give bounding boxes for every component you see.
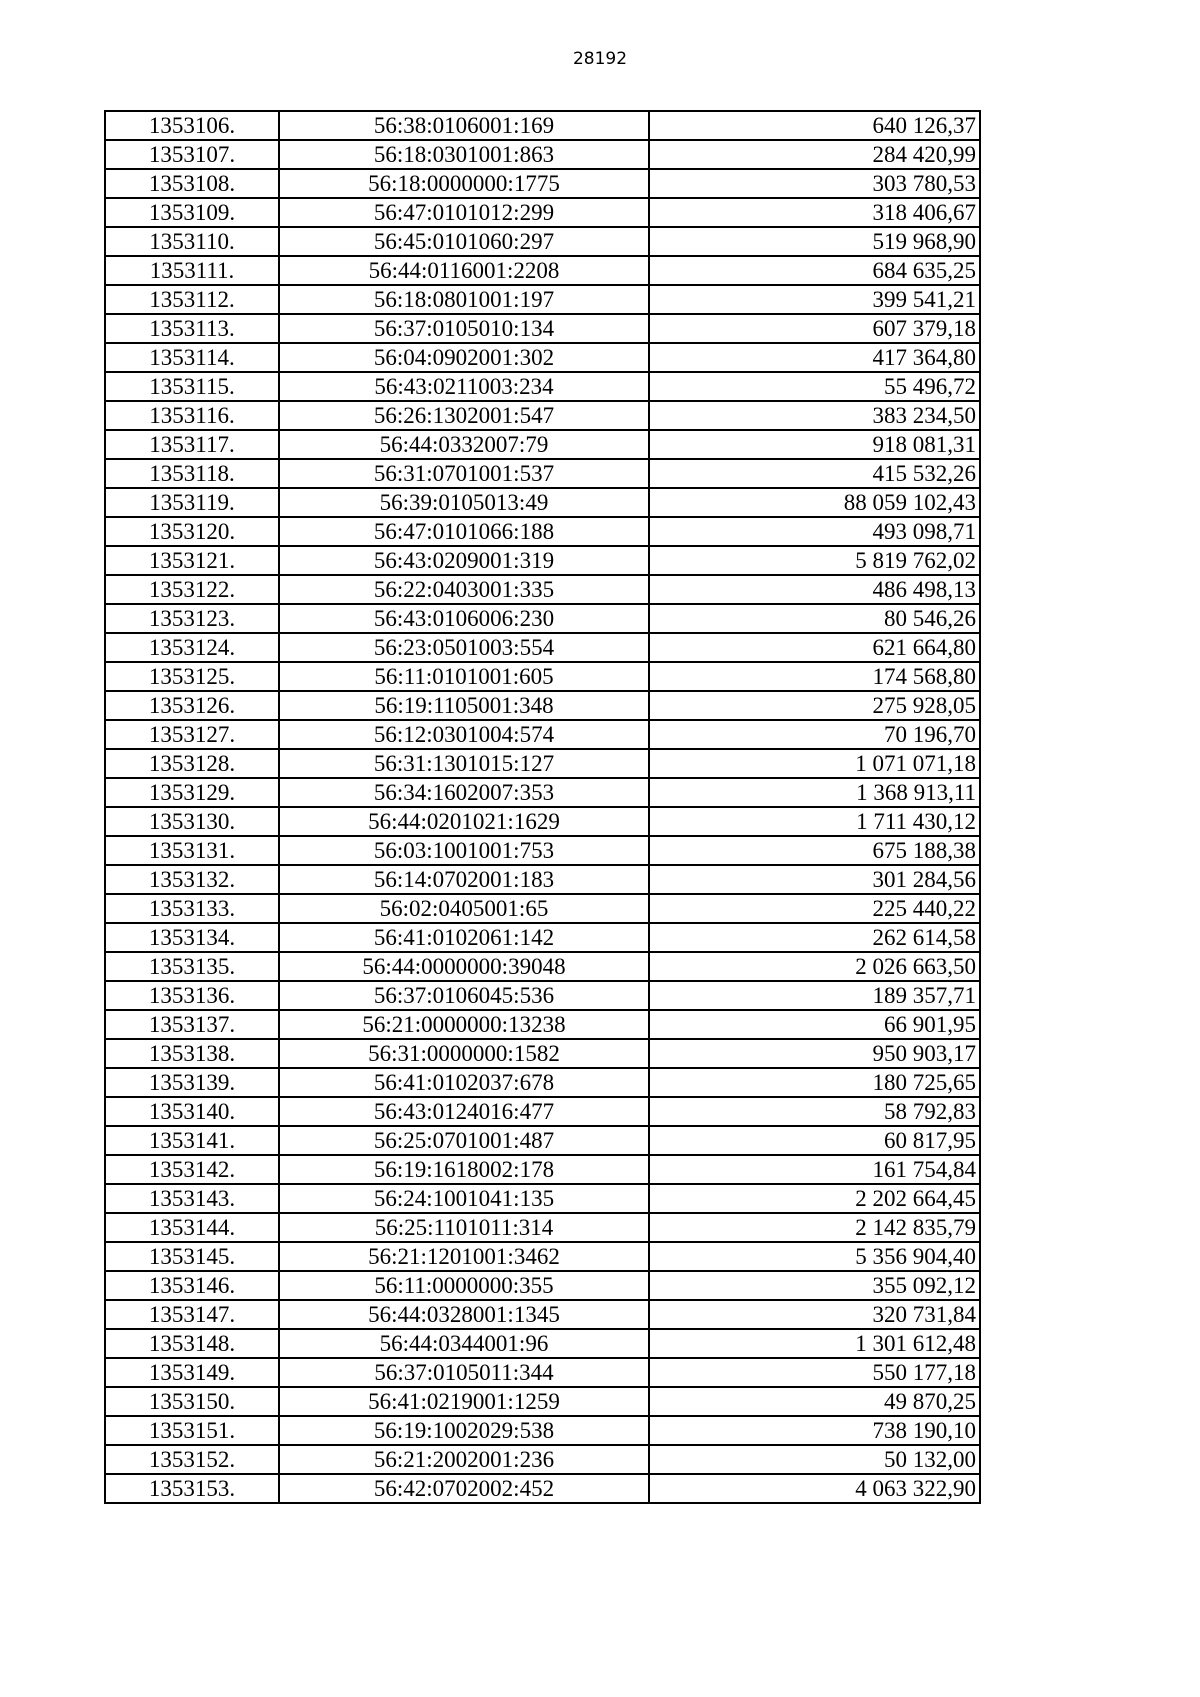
row-number-cell: 1353111. — [105, 256, 279, 285]
cadastral-value-cell: 950 903,17 — [649, 1039, 980, 1068]
row-number-cell: 1353142. — [105, 1155, 279, 1184]
cadastral-number-cell: 56:47:0101066:188 — [279, 517, 649, 546]
row-number-cell: 1353113. — [105, 314, 279, 343]
row-number-cell: 1353125. — [105, 662, 279, 691]
row-number-cell: 1353140. — [105, 1097, 279, 1126]
cadastral-number-cell: 56:41:0219001:1259 — [279, 1387, 649, 1416]
table-row — [105, 285, 980, 314]
table-row — [105, 923, 980, 952]
cadastral-value-cell: 5 356 904,40 — [649, 1242, 980, 1271]
table-row — [105, 169, 980, 198]
row-number-cell: 1353108. — [105, 169, 279, 198]
cadastral-value-cell: 318 406,67 — [649, 198, 980, 227]
table-row — [105, 575, 980, 604]
cadastral-value-cell: 918 081,31 — [649, 430, 980, 459]
table-row — [105, 749, 980, 778]
cadastral-number-cell: 56:18:0801001:197 — [279, 285, 649, 314]
table-row — [105, 836, 980, 865]
table-row — [105, 517, 980, 546]
cadastral-value-cell: 4 063 322,90 — [649, 1474, 980, 1503]
cadastral-number-cell: 56:25:0701001:487 — [279, 1126, 649, 1155]
cadastral-value-cell: 1 368 913,11 — [649, 778, 980, 807]
table-row — [105, 111, 980, 140]
cadastral-number-cell: 56:24:1001041:135 — [279, 1184, 649, 1213]
cadastral-number-cell: 56:22:0403001:335 — [279, 575, 649, 604]
cadastral-value-cell: 262 614,58 — [649, 923, 980, 952]
cadastral-value-cell: 50 132,00 — [649, 1445, 980, 1474]
cadastral-number-cell: 56:37:0106045:536 — [279, 981, 649, 1010]
table-row — [105, 1126, 980, 1155]
cadastral-number-cell: 56:44:0116001:2208 — [279, 256, 649, 285]
row-number-cell: 1353136. — [105, 981, 279, 1010]
row-number-cell: 1353151. — [105, 1416, 279, 1445]
cadastral-number-cell: 56:38:0106001:169 — [279, 111, 649, 140]
row-number-cell: 1353153. — [105, 1474, 279, 1503]
table-row — [105, 807, 980, 836]
table-row — [105, 256, 980, 285]
row-number-cell: 1353139. — [105, 1068, 279, 1097]
cadastral-number-cell: 56:31:0000000:1582 — [279, 1039, 649, 1068]
row-number-cell: 1353150. — [105, 1387, 279, 1416]
cadastral-number-cell: 56:11:0101001:605 — [279, 662, 649, 691]
table-row — [105, 894, 980, 923]
cadastral-number-cell: 56:19:1105001:348 — [279, 691, 649, 720]
row-number-cell: 1353114. — [105, 343, 279, 372]
cadastral-value-cell: 493 098,71 — [649, 517, 980, 546]
cadastral-number-cell: 56:11:0000000:355 — [279, 1271, 649, 1300]
table-row — [105, 459, 980, 488]
table-row — [105, 633, 980, 662]
table-row — [105, 1387, 980, 1416]
cadastral-number-cell: 56:21:2002001:236 — [279, 1445, 649, 1474]
cadastral-number-cell: 56:37:0105011:344 — [279, 1358, 649, 1387]
cadastral-value-cell: 1 711 430,12 — [649, 807, 980, 836]
cadastral-value-cell: 607 379,18 — [649, 314, 980, 343]
row-number-cell: 1353116. — [105, 401, 279, 430]
cadastral-number-cell: 56:43:0211003:234 — [279, 372, 649, 401]
cadastral-number-cell: 56:41:0102037:678 — [279, 1068, 649, 1097]
table-row — [105, 1184, 980, 1213]
cadastral-value-cell: 5 819 762,02 — [649, 546, 980, 575]
table-row — [105, 778, 980, 807]
table-row — [105, 1068, 980, 1097]
table-row — [105, 1097, 980, 1126]
row-number-cell: 1353134. — [105, 923, 279, 952]
row-number-cell: 1353115. — [105, 372, 279, 401]
row-number-cell: 1353126. — [105, 691, 279, 720]
cadastral-value-cell: 49 870,25 — [649, 1387, 980, 1416]
table-row — [105, 952, 980, 981]
row-number-cell: 1353146. — [105, 1271, 279, 1300]
row-number-cell: 1353124. — [105, 633, 279, 662]
cadastral-number-cell: 56:42:0702002:452 — [279, 1474, 649, 1503]
cadastral-number-cell: 56:23:0501003:554 — [279, 633, 649, 662]
table-row — [105, 1242, 980, 1271]
row-number-cell: 1353138. — [105, 1039, 279, 1068]
row-number-cell: 1353132. — [105, 865, 279, 894]
table-row — [105, 430, 980, 459]
table-row — [105, 981, 980, 1010]
cadastral-number-cell: 56:18:0000000:1775 — [279, 169, 649, 198]
cadastral-number-cell: 56:45:0101060:297 — [279, 227, 649, 256]
row-number-cell: 1353121. — [105, 546, 279, 575]
table-row — [105, 488, 980, 517]
cadastral-number-cell: 56:44:0328001:1345 — [279, 1300, 649, 1329]
row-number-cell: 1353131. — [105, 836, 279, 865]
cadastral-value-cell: 320 731,84 — [649, 1300, 980, 1329]
table-row — [105, 1010, 980, 1039]
cadastral-value-cell: 675 188,38 — [649, 836, 980, 865]
cadastral-value-cell: 621 664,80 — [649, 633, 980, 662]
cadastral-number-cell: 56:12:0301004:574 — [279, 720, 649, 749]
cadastral-value-cell: 58 792,83 — [649, 1097, 980, 1126]
row-number-cell: 1353117. — [105, 430, 279, 459]
row-number-cell: 1353129. — [105, 778, 279, 807]
cadastral-value-cell: 640 126,37 — [649, 111, 980, 140]
cadastral-value-cell: 417 364,80 — [649, 343, 980, 372]
cadastral-value-cell: 519 968,90 — [649, 227, 980, 256]
cadastral-value-table — [104, 110, 981, 1504]
table-row — [105, 865, 980, 894]
row-number-cell: 1353109. — [105, 198, 279, 227]
table-row — [105, 1300, 980, 1329]
cadastral-value-cell: 55 496,72 — [649, 372, 980, 401]
cadastral-value-cell: 80 546,26 — [649, 604, 980, 633]
table-row — [105, 1039, 980, 1068]
row-number-cell: 1353130. — [105, 807, 279, 836]
table-row — [105, 1445, 980, 1474]
cadastral-number-cell: 56:26:1302001:547 — [279, 401, 649, 430]
table-row — [105, 546, 980, 575]
row-number-cell: 1353141. — [105, 1126, 279, 1155]
table-row — [105, 691, 980, 720]
cadastral-value-cell: 550 177,18 — [649, 1358, 980, 1387]
cadastral-value-cell: 66 901,95 — [649, 1010, 980, 1039]
cadastral-value-cell: 2 202 664,45 — [649, 1184, 980, 1213]
table-row — [105, 227, 980, 256]
cadastral-number-cell: 56:31:0701001:537 — [279, 459, 649, 488]
table-row — [105, 662, 980, 691]
table-row — [105, 1213, 980, 1242]
cadastral-number-cell: 56:37:0105010:134 — [279, 314, 649, 343]
row-number-cell: 1353118. — [105, 459, 279, 488]
cadastral-value-cell: 1 301 612,48 — [649, 1329, 980, 1358]
cadastral-value-cell: 88 059 102,43 — [649, 488, 980, 517]
cadastral-number-cell: 56:02:0405001:65 — [279, 894, 649, 923]
page-number: 28192 — [572, 49, 628, 69]
cadastral-number-cell: 56:47:0101012:299 — [279, 198, 649, 227]
table-row — [105, 314, 980, 343]
cadastral-value-cell: 225 440,22 — [649, 894, 980, 923]
cadastral-value-cell: 189 357,71 — [649, 981, 980, 1010]
table-row — [105, 1358, 980, 1387]
cadastral-number-cell: 56:41:0102061:142 — [279, 923, 649, 952]
cadastral-value-cell: 275 928,05 — [649, 691, 980, 720]
cadastral-number-cell: 56:44:0000000:39048 — [279, 952, 649, 981]
cadastral-number-cell: 56:14:0702001:183 — [279, 865, 649, 894]
cadastral-number-cell: 56:43:0209001:319 — [279, 546, 649, 575]
row-number-cell: 1353147. — [105, 1300, 279, 1329]
cadastral-value-cell: 303 780,53 — [649, 169, 980, 198]
cadastral-number-cell: 56:19:1002029:538 — [279, 1416, 649, 1445]
cadastral-value-cell: 399 541,21 — [649, 285, 980, 314]
cadastral-number-cell: 56:44:0332007:79 — [279, 430, 649, 459]
row-number-cell: 1353107. — [105, 140, 279, 169]
cadastral-value-cell: 180 725,65 — [649, 1068, 980, 1097]
table-body — [105, 111, 980, 1503]
cadastral-number-cell: 56:43:0124016:477 — [279, 1097, 649, 1126]
table-row — [105, 198, 980, 227]
table-row — [105, 401, 980, 430]
cadastral-value-cell: 2 142 835,79 — [649, 1213, 980, 1242]
row-number-cell: 1353119. — [105, 488, 279, 517]
row-number-cell: 1353128. — [105, 749, 279, 778]
cadastral-number-cell: 56:19:1618002:178 — [279, 1155, 649, 1184]
cadastral-number-cell: 56:18:0301001:863 — [279, 140, 649, 169]
cadastral-value-cell: 70 196,70 — [649, 720, 980, 749]
table-row — [105, 1416, 980, 1445]
row-number-cell: 1353135. — [105, 952, 279, 981]
cadastral-number-cell: 56:39:0105013:49 — [279, 488, 649, 517]
table-row — [105, 1329, 980, 1358]
row-number-cell: 1353143. — [105, 1184, 279, 1213]
cadastral-number-cell: 56:43:0106006:230 — [279, 604, 649, 633]
row-number-cell: 1353120. — [105, 517, 279, 546]
cadastral-number-cell: 56:44:0201021:1629 — [279, 807, 649, 836]
cadastral-value-cell: 60 817,95 — [649, 1126, 980, 1155]
cadastral-value-cell: 415 532,26 — [649, 459, 980, 488]
cadastral-number-cell: 56:21:1201001:3462 — [279, 1242, 649, 1271]
row-number-cell: 1353145. — [105, 1242, 279, 1271]
cadastral-value-cell: 738 190,10 — [649, 1416, 980, 1445]
cadastral-value-cell: 284 420,99 — [649, 140, 980, 169]
row-number-cell: 1353123. — [105, 604, 279, 633]
cadastral-number-cell: 56:31:1301015:127 — [279, 749, 649, 778]
row-number-cell: 1353122. — [105, 575, 279, 604]
row-number-cell: 1353137. — [105, 1010, 279, 1039]
cadastral-value-cell: 486 498,13 — [649, 575, 980, 604]
row-number-cell: 1353148. — [105, 1329, 279, 1358]
row-number-cell: 1353152. — [105, 1445, 279, 1474]
row-number-cell: 1353110. — [105, 227, 279, 256]
table-row — [105, 140, 980, 169]
cadastral-value-cell: 355 092,12 — [649, 1271, 980, 1300]
cadastral-number-cell: 56:21:0000000:13238 — [279, 1010, 649, 1039]
row-number-cell: 1353112. — [105, 285, 279, 314]
row-number-cell: 1353144. — [105, 1213, 279, 1242]
row-number-cell: 1353106. — [105, 111, 279, 140]
cadastral-value-cell: 383 234,50 — [649, 401, 980, 430]
cadastral-value-cell: 1 071 071,18 — [649, 749, 980, 778]
cadastral-value-cell: 2 026 663,50 — [649, 952, 980, 981]
cadastral-number-cell: 56:25:1101011:314 — [279, 1213, 649, 1242]
cadastral-value-cell: 301 284,56 — [649, 865, 980, 894]
cadastral-number-cell: 56:34:1602007:353 — [279, 778, 649, 807]
cadastral-value-cell: 174 568,80 — [649, 662, 980, 691]
table-row — [105, 604, 980, 633]
cadastral-number-cell: 56:03:1001001:753 — [279, 836, 649, 865]
cadastral-number-cell: 56:04:0902001:302 — [279, 343, 649, 372]
table-row — [105, 1155, 980, 1184]
table-row — [105, 372, 980, 401]
table-row — [105, 1474, 980, 1503]
table-row — [105, 720, 980, 749]
row-number-cell: 1353133. — [105, 894, 279, 923]
table-row — [105, 343, 980, 372]
table-row — [105, 1271, 980, 1300]
cadastral-value-cell: 161 754,84 — [649, 1155, 980, 1184]
cadastral-number-cell: 56:44:0344001:96 — [279, 1329, 649, 1358]
row-number-cell: 1353149. — [105, 1358, 279, 1387]
row-number-cell: 1353127. — [105, 720, 279, 749]
cadastral-value-cell: 684 635,25 — [649, 256, 980, 285]
